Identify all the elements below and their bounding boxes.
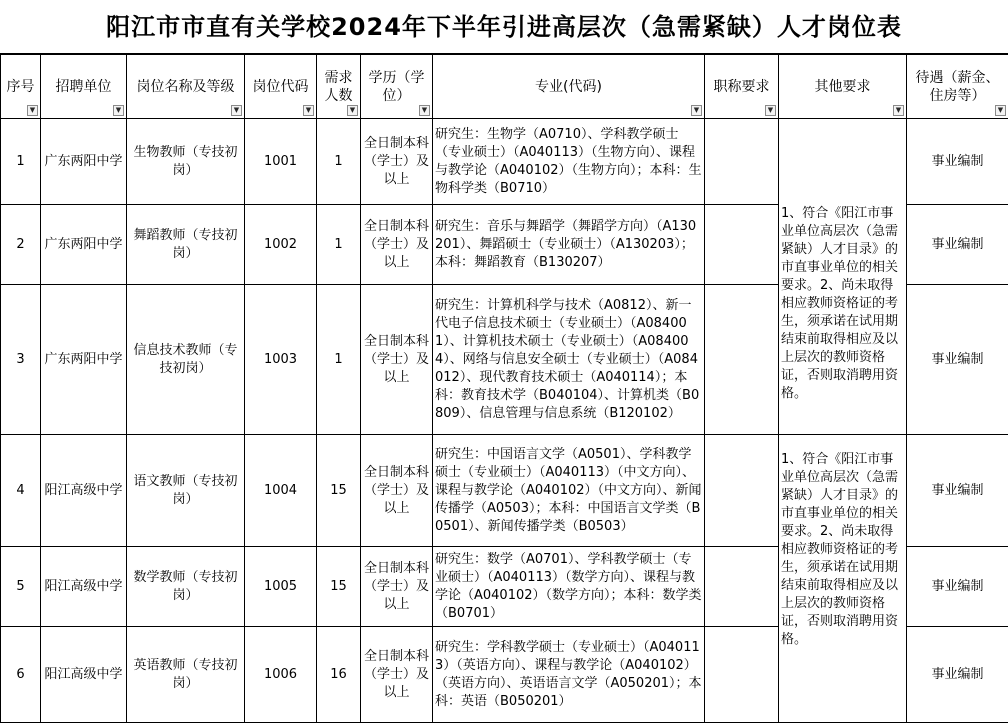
cell-code: 1004 [245,435,317,547]
cell-no: 5 [1,547,41,627]
cell-unit: 广东两阳中学 [41,119,127,205]
filter-dropdown-icon[interactable]: ▼ [303,105,314,116]
cell-benefit: 事业编制 [907,119,1008,205]
cell-edu: 全日制本科（学士）及以上 [361,435,433,547]
cell-num: 1 [317,119,361,205]
cell-num: 15 [317,435,361,547]
table-row [1,119,1008,205]
cell-major: 研究生：计算机科学与技术（A0812）、新一代电子信息技术硕士（专业硕士）（A084001）、计算机技术硕士（专业硕士）（A084004）、网络与信息安全硕士（专业硕士）（A084012）、现代教育技术硕士（A040114）；本科：教育技术学（B040104）、计算机类（B0809）、信息管理与信息系统（B120102） [433,285,705,435]
cell-title-req [705,205,779,285]
cell-edu: 全日制本科（学士）及以上 [361,285,433,435]
header-cell: 待遇（薪金、住房等） ▼ [907,55,1008,119]
filter-dropdown-icon[interactable]: ▼ [893,105,904,116]
cell-other-requirements: 1、符合《阳江市事业单位高层次（急需紧缺）人才目录》的市直事业单位的相关要求。2、尚未取得相应教师资格证的考生，须承诺在试用期结束前取得相应及以上层次的教师资格证，否则取消聘用资格。 [779,435,907,723]
header-cell: 序号 ▼ [1,55,41,119]
header-cell: 职称要求 ▼ [705,55,779,119]
cell-benefit: 事业编制 [907,435,1008,547]
filter-dropdown-icon[interactable]: ▼ [113,105,124,116]
filter-dropdown-icon[interactable]: ▼ [231,105,242,116]
cell-no: 6 [1,627,41,723]
cell-edu: 全日制本科（学士）及以上 [361,627,433,723]
cell-code: 1003 [245,285,317,435]
cell-other-requirements: 1、符合《阳江市事业单位高层次（急需紧缺）人才目录》的市直事业单位的相关要求。2、尚未取得相应教师资格证的考生，须承诺在试用期结束前取得相应及以上层次的教师资格证，否则取消聘用资格。 [779,119,907,435]
header-row [1,55,1008,119]
filter-dropdown-icon[interactable]: ▼ [347,105,358,116]
cell-title-req [705,435,779,547]
cell-major: 研究生：中国语言文学（A0501）、学科教学硕士（专业硕士）（A040113）（中文方向）、课程与教学论（A040102）（中文方向）、新闻传播学（A0503）；本科：中国语言文学类（B0501）、新闻传播学类（B0503） [433,435,705,547]
cell-num: 1 [317,205,361,285]
cell-edu: 全日制本科（学士）及以上 [361,547,433,627]
header-cell: 岗位代码 ▼ [245,55,317,119]
cell-no: 3 [1,285,41,435]
cell-no: 2 [1,205,41,285]
cell-unit: 阳江高级中学 [41,627,127,723]
cell-title-req [705,547,779,627]
cell-title-req [705,627,779,723]
cell-num: 16 [317,627,361,723]
cell-major: 研究生：音乐与舞蹈学（舞蹈学方向）（A130201）、舞蹈硕士（专业硕士）（A130203）；本科：舞蹈教育（B130207） [433,205,705,285]
header-cell: 专业(代码) ▼ [433,55,705,119]
cell-edu: 全日制本科（学士）及以上 [361,205,433,285]
cell-benefit: 事业编制 [907,547,1008,627]
filter-dropdown-icon[interactable]: ▼ [691,105,702,116]
cell-title-req [705,119,779,205]
cell-unit: 广东两阳中学 [41,205,127,285]
cell-post: 生物教师（专技初岗） [127,119,245,205]
header-cell: 其他要求 ▼ [779,55,907,119]
cell-major: 研究生：数学（A0701）、学科教学硕士（专业硕士）（A040113）（数学方向）、课程与教学论（A040102）（数学方向）；本科：数学类（B0701） [433,547,705,627]
table-row [1,435,1008,547]
filter-dropdown-icon[interactable]: ▼ [27,105,38,116]
positions-table [0,54,1008,723]
cell-major: 研究生：生物学（A0710）、学科教学硕士（专业硕士）（A040113）（生物方向）、课程与教学论（A040102）（生物方向）；本科：生物科学类（B0710） [433,119,705,205]
cell-post: 信息技术教师（专技初岗） [127,285,245,435]
cell-edu: 全日制本科（学士）及以上 [361,119,433,205]
cell-code: 1001 [245,119,317,205]
cell-unit: 阳江高级中学 [41,435,127,547]
filter-dropdown-icon[interactable]: ▼ [765,105,776,116]
cell-post: 数学教师（专技初岗） [127,547,245,627]
page-title: 阳江市市直有关学校2024年下半年引进高层次（急需紧缺）人才岗位表 [0,0,1008,54]
header-cell: 岗位名称及等级 ▼ [127,55,245,119]
cell-benefit: 事业编制 [907,205,1008,285]
cell-major: 研究生：学科教学硕士（专业硕士）（A040113）（英语方向）、课程与教学论（A040102）（英语方向）、英语语言文学（A050201）；本科：英语（B050201） [433,627,705,723]
cell-unit: 阳江高级中学 [41,547,127,627]
cell-unit: 广东两阳中学 [41,285,127,435]
cell-num: 1 [317,285,361,435]
cell-code: 1005 [245,547,317,627]
cell-title-req [705,285,779,435]
cell-no: 1 [1,119,41,205]
header-cell: 招聘单位 ▼ [41,55,127,119]
filter-dropdown-icon[interactable]: ▼ [995,105,1006,116]
cell-benefit: 事业编制 [907,285,1008,435]
cell-num: 15 [317,547,361,627]
cell-code: 1006 [245,627,317,723]
header-cell: 需求人数 ▼ [317,55,361,119]
header-cell: 学历（学位） ▼ [361,55,433,119]
cell-benefit: 事业编制 [907,627,1008,723]
cell-post: 语文教师（专技初岗） [127,435,245,547]
cell-code: 1002 [245,205,317,285]
filter-dropdown-icon[interactable]: ▼ [419,105,430,116]
cell-no: 4 [1,435,41,547]
cell-post: 舞蹈教师（专技初岗） [127,205,245,285]
cell-post: 英语教师（专技初岗） [127,627,245,723]
